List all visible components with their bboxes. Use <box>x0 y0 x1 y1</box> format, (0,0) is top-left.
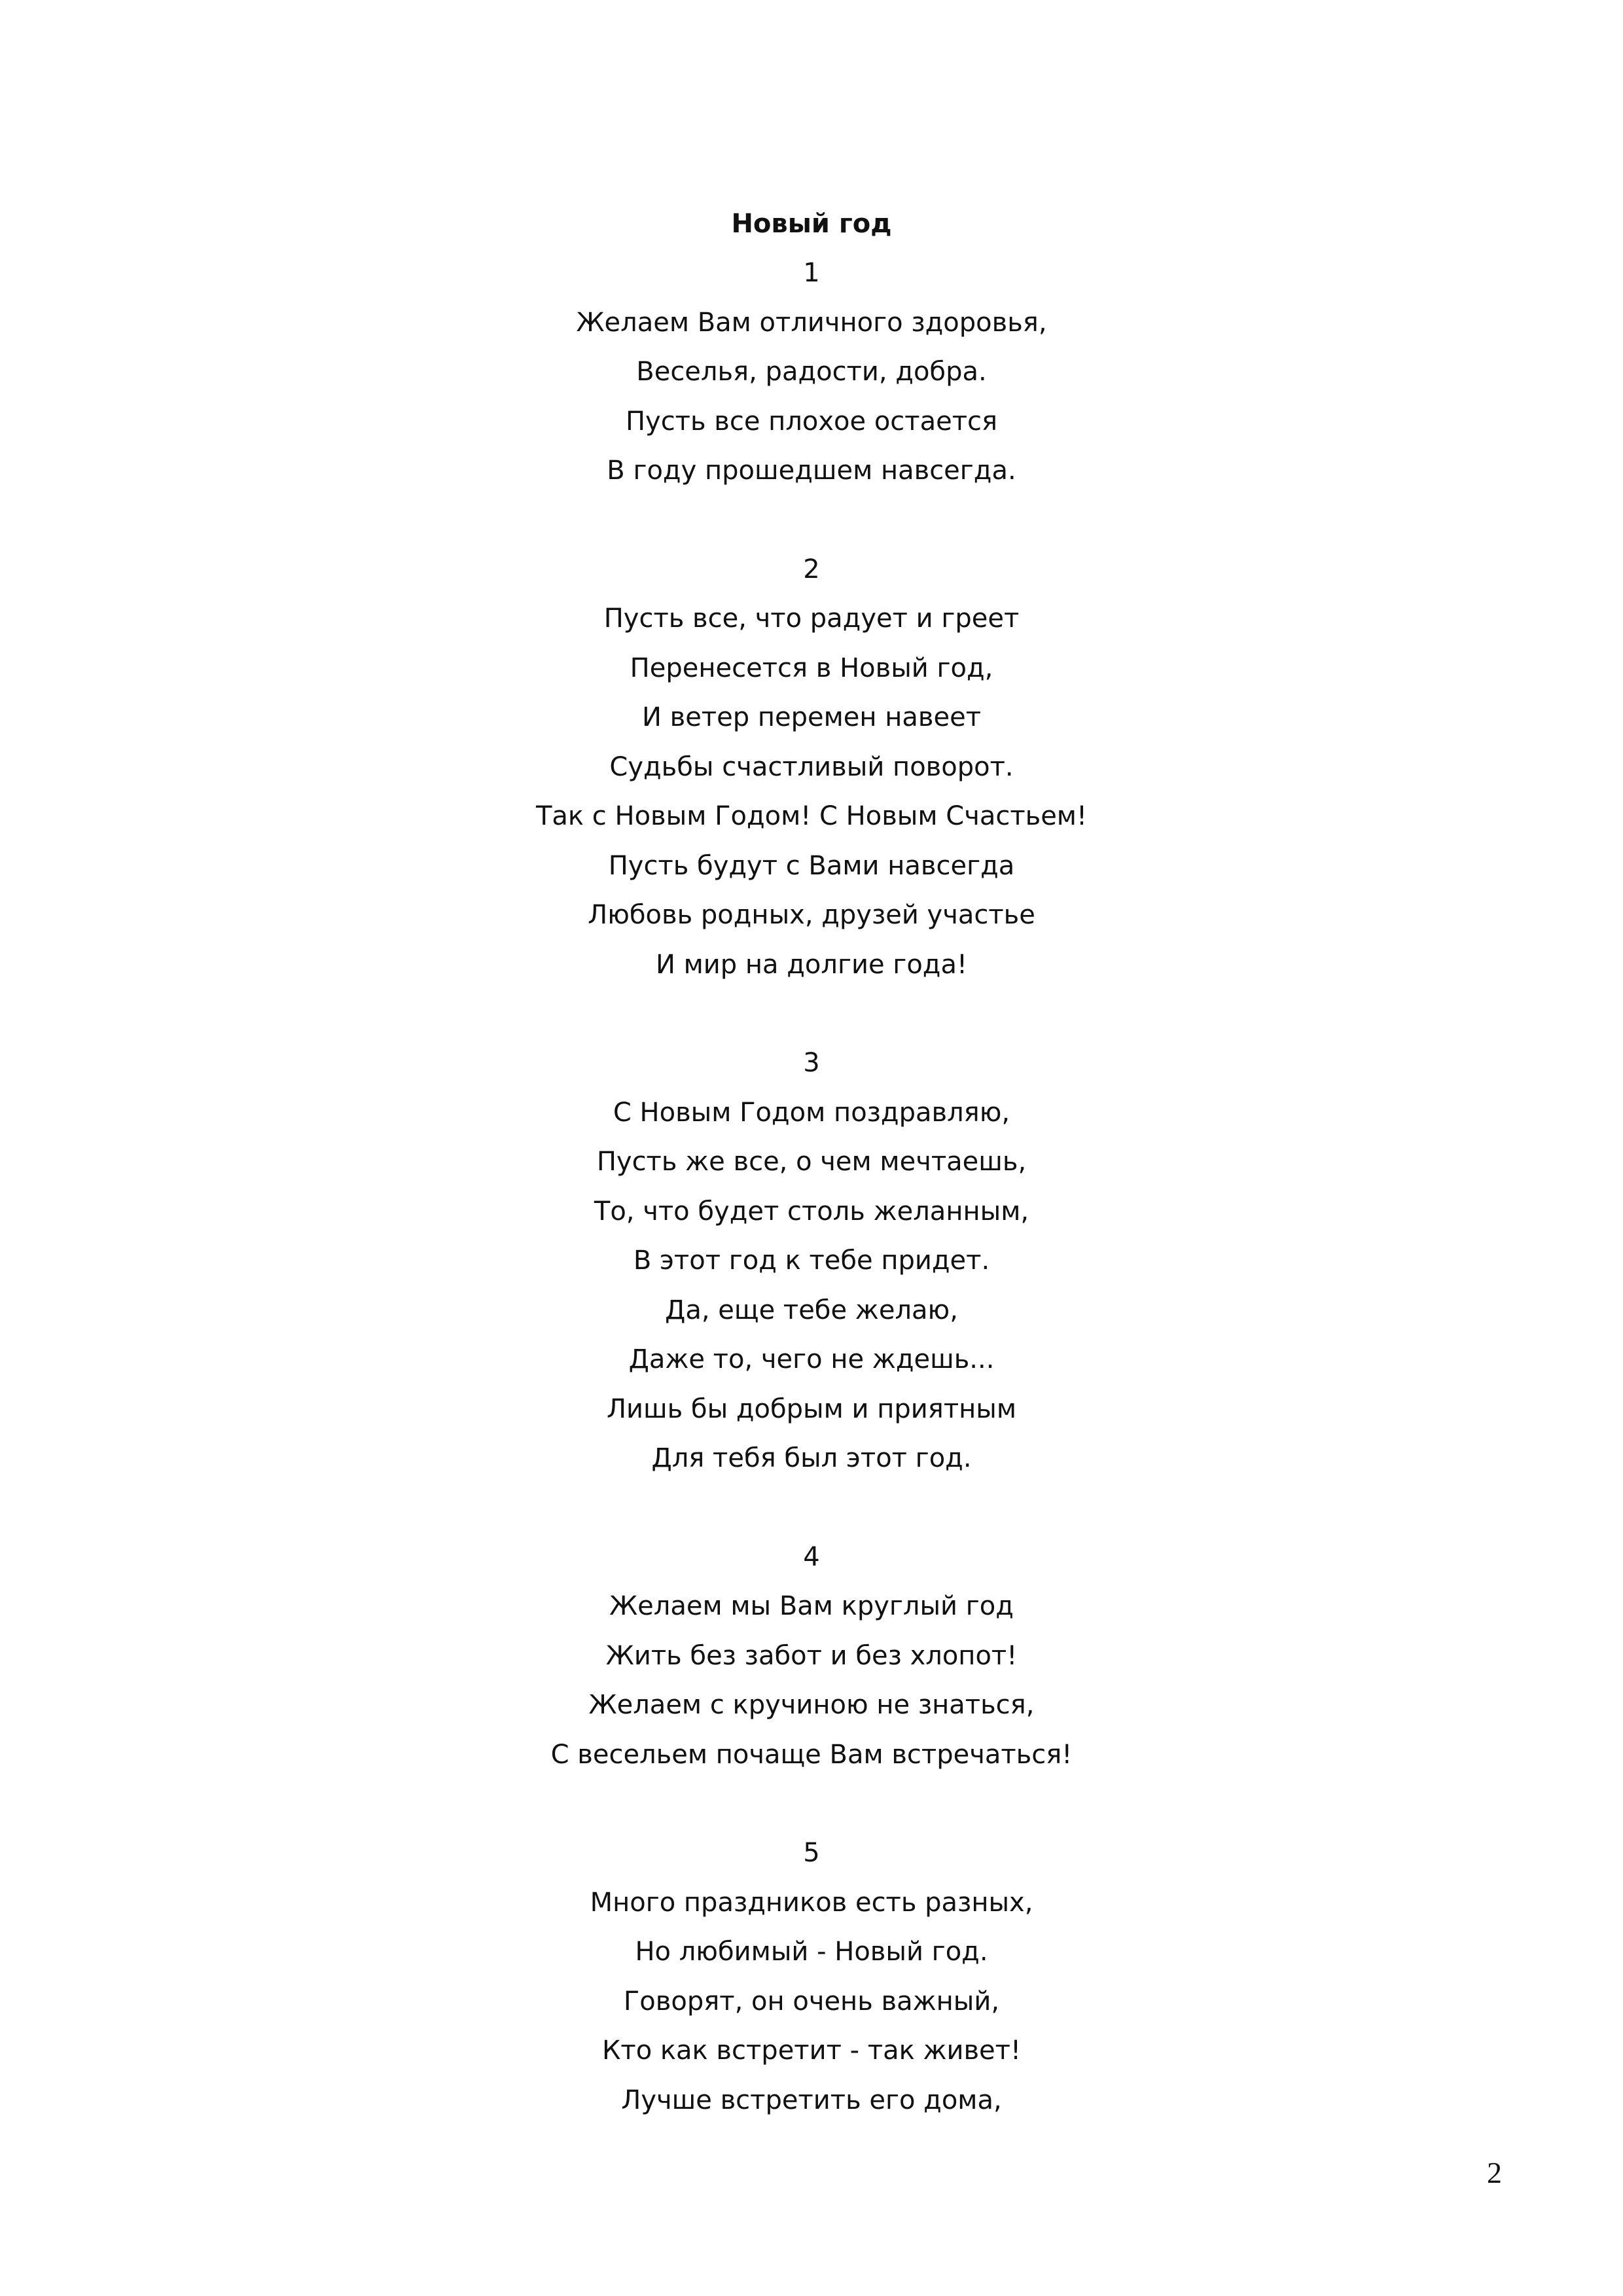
poem-line: И мир на долгие года! <box>655 949 967 980</box>
poem-block <box>0 249 1623 496</box>
poem-line: В этот год к тебе придет. <box>633 1246 990 1276</box>
poem-line: Жить без забот и без хлопот! <box>605 1640 1018 1671</box>
poem-number: 3 <box>803 1048 820 1078</box>
poem-number: 1 <box>803 258 820 288</box>
poem-line: Так с Новым Годом! С Новым Счастьем! <box>535 801 1088 831</box>
poem-line: Перенесется в Новый год, <box>630 653 993 683</box>
poem-line: Пусть все, что радует и греет <box>603 603 1020 634</box>
poem-line: И ветер перемен навеет <box>641 702 981 732</box>
poem-line: Желаем мы Вам круглый год <box>609 1591 1014 1621</box>
poem-line: Лишь бы добрым и приятным <box>606 1393 1017 1424</box>
page-number: 2 <box>1487 2156 1502 2189</box>
poem-number: 5 <box>803 1838 820 1868</box>
poem-list <box>0 249 1623 2125</box>
poem-line: Пусть будут с Вами навсегда <box>608 850 1015 881</box>
poem-line: С Новым Годом поздравляю, <box>613 1097 1010 1128</box>
poem-block <box>0 1829 1623 2125</box>
poem-line: Но любимый - Новый год. <box>635 1937 988 1967</box>
poem-line: Веселья, радости, добра. <box>636 357 987 387</box>
poem-line: Пусть все плохое остается <box>625 406 998 437</box>
poem-line: С весельем почаще Вам встречаться! <box>550 1739 1073 1770</box>
poem-line: Лучше встретить его дома, <box>621 2085 1002 2115</box>
poem-line: Говорят, он очень важный, <box>623 1986 1000 2017</box>
document-body <box>0 200 1623 2174</box>
poem-block <box>0 545 1623 990</box>
poem-block <box>0 1039 1623 1484</box>
poem-line: Даже то, чего не ждешь... <box>628 1344 995 1374</box>
poem-block <box>0 1533 1623 1780</box>
poem-number: 2 <box>803 554 820 584</box>
poem-line: Да, еще тебе желаю, <box>665 1295 958 1325</box>
poem-line: Для тебя был этот год. <box>651 1443 972 1473</box>
poem-line: То, что будет столь желанным, <box>594 1196 1029 1227</box>
poem-line: Желаем Вам отличного здоровья, <box>576 307 1047 338</box>
poem-line: Любовь родных, друзей участье <box>588 900 1035 930</box>
poem-line: Кто как встретит - так живет! <box>602 2036 1021 2066</box>
poem-line: Судьбы счастливый поворот. <box>609 751 1014 782</box>
page-title: Новый год <box>731 209 892 239</box>
poem-line: Желаем с кручиною не знаться, <box>588 1690 1035 1720</box>
poem-line: В году прошедшем навсегда. <box>607 456 1016 486</box>
poem-line: Пусть же все, о чем мечтаешь, <box>596 1147 1027 1177</box>
poem-line: Много праздников есть разных, <box>590 1887 1033 1918</box>
poem-number: 4 <box>803 1541 820 1572</box>
